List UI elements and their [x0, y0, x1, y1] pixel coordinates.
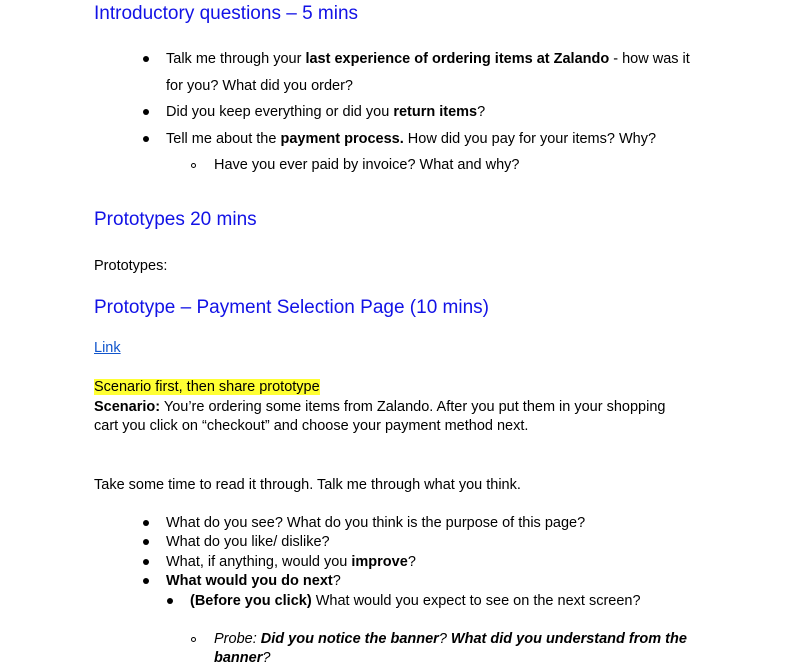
b4-bold: What would you do next: [166, 573, 333, 589]
prototypes-heading: Prototypes 20 mins: [94, 209, 257, 230]
intro-question-1-line2: for you? What did you order?: [166, 78, 353, 94]
probe-label: Probe:: [214, 631, 257, 647]
q2-bold: return items: [393, 104, 478, 120]
intro-question-3-sub: Have you ever paid by invoice? What and why?: [214, 157, 520, 173]
intro-heading: Introductory questions – 5 mins: [94, 3, 359, 24]
scenario-text: [94, 398, 665, 417]
bullet-icon: [143, 559, 149, 565]
bullet-icon: [143, 578, 149, 584]
b3-bold: improve: [351, 554, 408, 570]
prototypes-label: Prototypes:: [94, 258, 168, 274]
q2-post: ?: [477, 104, 486, 120]
scenario-note: [94, 378, 320, 397]
probe-end: ?: [262, 650, 271, 666]
b4-post: ?: [332, 573, 341, 589]
prototype-link[interactable]: Link: [94, 340, 121, 356]
probe-q1: Did you notice the banner: [260, 631, 439, 647]
prototype-question-2: What do you like/ dislike?: [166, 534, 330, 550]
q3-bold: payment process.: [280, 131, 404, 147]
probe-q2-line2: banner: [214, 650, 263, 666]
q2-text: Did you keep everything or did you: [166, 104, 394, 120]
bullet-icon: [143, 109, 149, 115]
scenario-highlight: Scenario first, then share prototype: [94, 379, 320, 395]
b5-post: What would you expect to see on the next screen?: [311, 593, 641, 609]
bullet-icon: [143, 520, 149, 526]
q1-bold: last experience of ordering items at Zalando: [305, 51, 610, 67]
q1-post: - how was it: [609, 51, 690, 67]
sub-bullet-icon: [191, 163, 196, 168]
scenario-label: Scenario:: [94, 399, 161, 415]
b3-text: What, if anything, would you: [166, 554, 352, 570]
prototype-question-5: [190, 592, 641, 611]
sub-bullet-icon: [191, 637, 196, 642]
probe-text-line2: [214, 649, 270, 668]
scenario-line2: cart you click on “checkout” and choose your payment method next.: [94, 418, 529, 434]
q3-text: Tell me about the: [166, 131, 281, 147]
bullet-icon: [143, 136, 149, 142]
scenario-line1: You’re ordering some items from Zalando. After you put them in your shopping: [160, 399, 666, 415]
intro-question-3: [166, 130, 656, 149]
probe-text: [214, 630, 687, 649]
intro-question-2: [166, 103, 485, 122]
b5-bold: (Before you click): [190, 593, 312, 609]
b3-post: ?: [407, 554, 416, 570]
probe-mid: ?: [438, 631, 451, 647]
instruction-text: Take some time to read it through. Talk me through what you think.: [94, 477, 521, 493]
prototype-payment-heading: Prototype – Payment Selection Page (10 mins): [94, 297, 489, 318]
probe-q2: What did you understand from the: [450, 631, 687, 647]
bullet-icon: [167, 598, 173, 604]
q3-post: How did you pay for your items? Why?: [403, 131, 657, 147]
prototype-question-3: [166, 553, 416, 572]
bullet-icon: [143, 56, 149, 62]
prototype-question-4: [166, 572, 341, 591]
intro-question-1: [166, 50, 690, 69]
bullet-icon: [143, 539, 149, 545]
prototype-question-1: What do you see? What do you think is the purpose of this page?: [166, 515, 586, 531]
q1-text: Talk me through your: [166, 51, 306, 67]
